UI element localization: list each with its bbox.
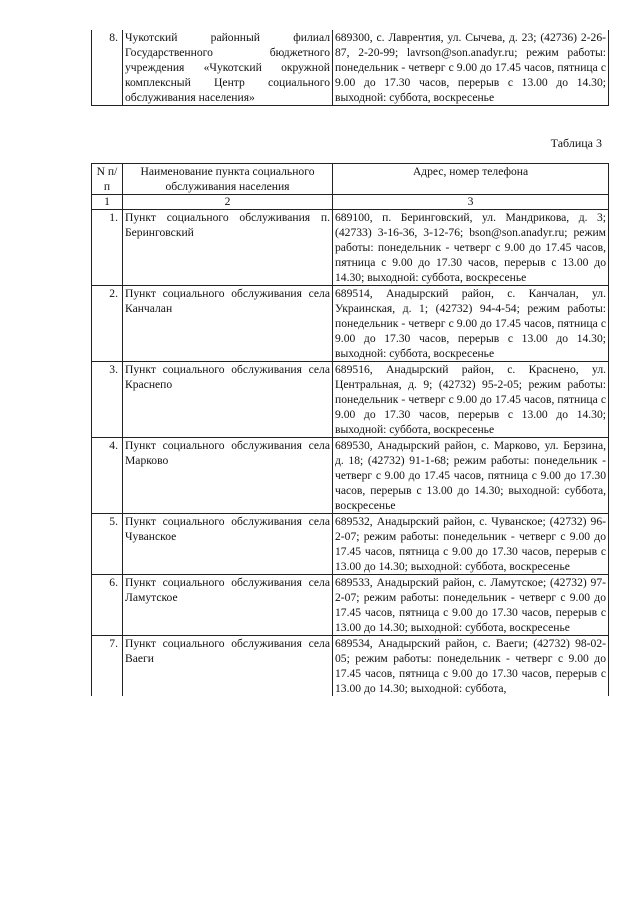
- service-point-name: Пункт социального обслуживания села Краснепо: [123, 362, 333, 438]
- previous-table-fragment: [91, 30, 609, 106]
- address-cell: 689100, п. Беринговский, ул. Мандрикова, д. 3; (42733) 3-16-36, 3-12-76; bson@son.anadyr.ru; режим работы: понедельник - четверг с 9.00 до 17.45 часов, пятница с 9.00 до 17.30 часов, перерыв с 13.00 до 14.30; выходной: суббота, воскресенье: [333, 210, 609, 286]
- row-number: 6.: [92, 575, 123, 636]
- row-number: 7.: [92, 636, 123, 697]
- social-service-points-table: [91, 163, 609, 696]
- table-title: Таблица 3: [550, 136, 602, 150]
- row-number: 5.: [92, 514, 123, 575]
- table-row: [92, 514, 609, 575]
- address-cell: 689533, Анадырский район, с. Ламутское; (42732) 97-2-07; режим работы: понедельник - четверг с 9.00 до 17.45 часов, пятница с 9.00 до 17.30 часов, перерыв с 13.00 до 14.30; выходной: суббота, воскресенье: [333, 575, 609, 636]
- row-number: 3.: [92, 362, 123, 438]
- address-cell: 689516, Анадырский район, с. Краснено, ул. Центральная, д. 9; (42732) 95-2-05; режим работы: понедельник - четверг с 9.00 до 17.45 часов, пятница с 9.00 до 17.30 часов, перерыв с 13.00 до 14.30; выходной: суббота, воскресенье: [333, 362, 609, 438]
- row-number: 8.: [92, 30, 123, 106]
- address-cell: 689530, Анадырский район, с. Марково, ул. Берзина, д. 18; (42732) 91-1-68; режим работы: понедельник - четверг с 9.00 до 17.45 часов, пятница с 9.00 до 17.30 часов, перерыв с 13.00 до 14.30; выходной: суббота, воскресенье: [333, 438, 609, 514]
- column-number: 2: [123, 195, 333, 210]
- address-cell: 689300, с. Лаврентия, ул. Сычева, д. 23; (42736) 2-26-87, 2-20-99; lavrson@son.anadyr.ru; режим работы: понедельник - четверг с 9.00 до 17.45 часов, пятница с 9.00 до 17.30 часов, перерыв с 13.00 до 14.30; выходной: суббота, воскресенье: [333, 30, 609, 106]
- organization-name: Чукотский районный филиал Государственного бюджетного учреждения «Чукотский окружной комплексный Центр социального обслуживания населения»: [123, 30, 333, 106]
- address-cell: 689532, Анадырский район, с. Чуванское; (42732) 96-2-07; режим работы: понедельник - четверг с 9.00 до 17.45 часов, пятница с 9.00 до 17.30 часов, перерыв с 13.00 до 14.30; выходной: суббота, воскресенье: [333, 514, 609, 575]
- column-number-row: [92, 195, 609, 210]
- address-cell: 689534, Анадырский район, с. Ваеги; (42732) 98-02-05; режим работы: понедельник - четверг с 9.00 до 17.45 часов, пятница с 9.00 до 17.30 часов, перерыв с 13.00 до 14.30; выходной: суббота,: [333, 636, 609, 697]
- row-number: 4.: [92, 438, 123, 514]
- service-point-name: Пункт социального обслуживания села Марково: [123, 438, 333, 514]
- table-row: [92, 575, 609, 636]
- service-point-name: Пункт социального обслуживания п. Беринговский: [123, 210, 333, 286]
- table-row: [92, 286, 609, 362]
- service-point-name: Пункт социального обслуживания села Канчалан: [123, 286, 333, 362]
- column-number: 3: [333, 195, 609, 210]
- header-address: Адрес, номер телефона: [333, 164, 609, 195]
- header-name: Наименование пункта социального обслуживания населения: [123, 164, 333, 195]
- service-point-name: Пункт социального обслуживания села Ваеги: [123, 636, 333, 697]
- service-point-name: Пункт социального обслуживания села Ламутское: [123, 575, 333, 636]
- table-header-row: [92, 164, 609, 195]
- table-row: [92, 362, 609, 438]
- row-number: 2.: [92, 286, 123, 362]
- table-row: [92, 210, 609, 286]
- table-row: [92, 636, 609, 697]
- service-point-name: Пункт социального обслуживания села Чуванское: [123, 514, 333, 575]
- table-row: [92, 30, 609, 106]
- row-number: 1.: [92, 210, 123, 286]
- table-row: [92, 438, 609, 514]
- column-number: 1: [92, 195, 123, 210]
- header-number: N п/п: [92, 164, 123, 195]
- address-cell: 689514, Анадырский район, с. Канчалан, ул. Украинская, д. 1; (42732) 94-4-54; режим работы: понедельник - четверг с 9.00 до 17.45 часов, пятница с 9.00 до 17.30 часов, перерыв с 13.00 до 14.30; выходной: суббота, воскресенье: [333, 286, 609, 362]
